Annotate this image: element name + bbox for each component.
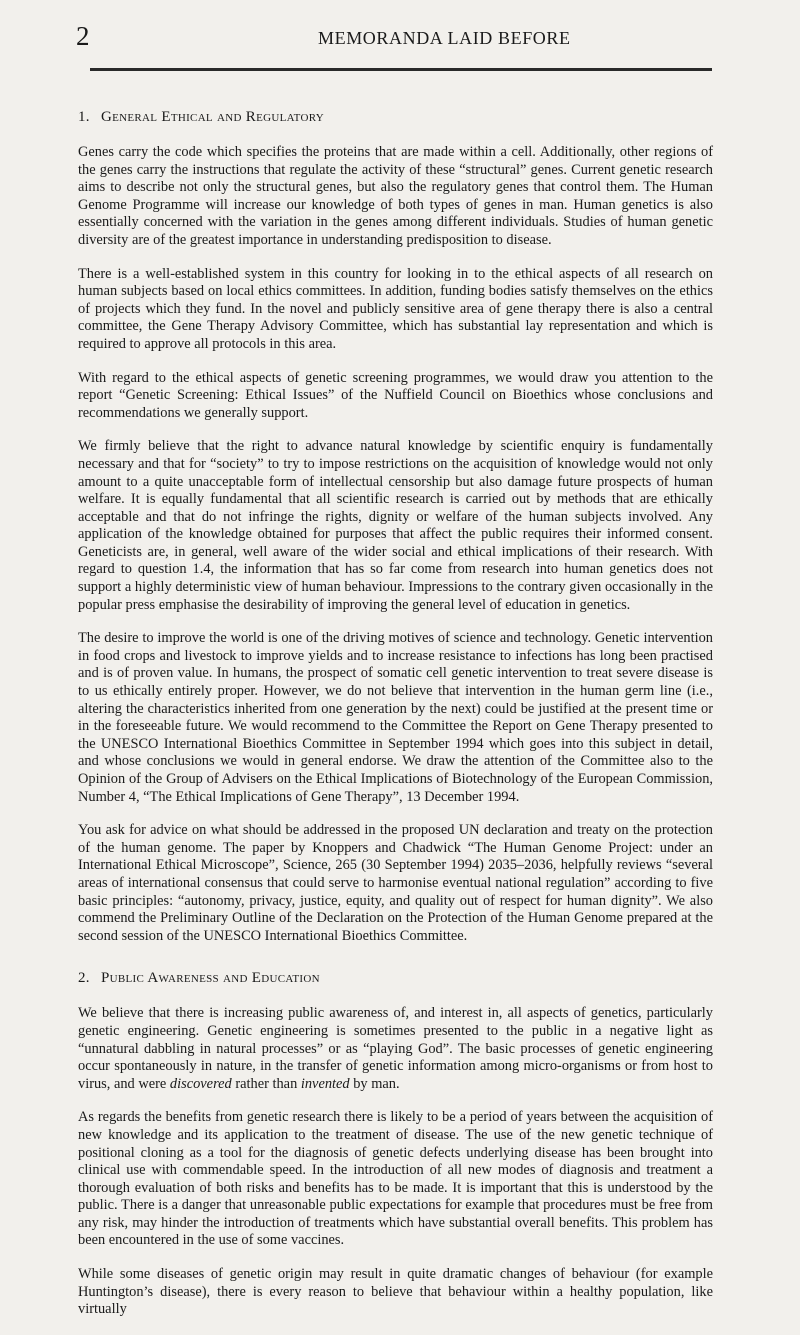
paragraph <box>78 1005 713 1093</box>
emphasis-discovered: discovered <box>169 1075 232 1092</box>
paragraph-text: rather than <box>231 1075 301 1092</box>
section-heading-2 <box>78 969 713 988</box>
page-number: 2 <box>76 21 90 51</box>
section-heading-1 <box>78 108 713 127</box>
document-body <box>78 108 713 1335</box>
paragraph: There is a well-established system in this country for looking in to the ethical aspects of all research on human subjects based on local ethics committees. In addition, funding bodies satisfy themselves on the ethics of projects which they fund. In the novel and publicly sensitive area of gene therapy there is also a central committee, the Gene Therapy Advisory Committee, which has substantial lay representation and which is required to approve all protocols in this area. <box>78 265 713 352</box>
section-title: General Ethical and Regulatory <box>101 109 324 125</box>
emphasis-invented: invented <box>300 1075 350 1092</box>
paragraph: We firmly believe that the right to advance natural knowledge by scientific enquiry is fundamentally necessary and that for “society” to try to impose restrictions on the acquisition of knowledge would not only amount to a quite unacceptable form of intellectual censorship but also damage future prospects of human welfare. It is equally fundamental that all scientific research is carried out by methods that are ethically acceptable and that do not infringe the rights, dignity or welfare of the human subjects involved. Any application of the knowledge obtained for purposes that affect the public requires their informed consent. Geneticists are, in general, well aware of the wider social and ethical implications of their research. With regard to question 1.4, the information that has so far come from research into human genetics does not support a highly deterministic view of human behaviour. Impressions to the contrary given occasionally in the popular press emphasise the desirability of improving the general level of education in genetics. <box>78 438 713 613</box>
paragraph-text: by man. <box>349 1075 400 1092</box>
paragraph: Genes carry the code which specifies the proteins that are made within a cell. Additionally, other regions of the genes carry the instructions that regulate the activity of these “structural” genes. Current genetic research aims to describe not only the structural genes, but also the regulatory genes that control them. The Human Genome Programme will increase our knowledge of both types of genes in man. Human genetics is also essentially concerned with the variation in the genes among different individuals. Studies of human genetic diversity are of the greatest importance in understanding predisposition to disease. <box>78 144 713 248</box>
paragraph-text: We believe that there is increasing public awareness of, and interest in, all aspects of genetics, particularly genetic engineering. Genetic engineering is sometimes presented to the public in a negative light as “unnatural dabbling in natural processes” or as “playing God”. The basic processes of genetic engineering occur spontaneously in nature, in the transfer of genetic information among micro-organisms or from host to virus, and were <box>78 1005 713 1092</box>
paragraph: As regards the benefits from genetic research there is likely to be a period of years between the acquisition of new knowledge and its application to the treatment of disease. The use of the new genetic technique of positional cloning as a tool for the diagnosis of genetic defects underlying disease has been brought into clinical use with commendable speed. In the introduction of all new modes of diagnosis and treatment a thorough evaluation of both risks and benefits has to be made. It is important that this is understood by the public. There is a danger that unreasonable public expectations for example that procedures must be free from any risk, may hinder the introduction of treatments which have substantial overall benefits. This problem has been encountered in the use of some vaccines. <box>78 1109 713 1249</box>
section-title: Public Awareness and Education <box>101 970 320 987</box>
paragraph: With regard to the ethical aspects of genetic screening programmes, we would draw you attention to the report “Genetic Screening: Ethical Issues” of the Nuffield Council on Bioethics whose conclusions and recommendations we generally support. <box>78 369 713 421</box>
section-number: 2. <box>78 970 90 987</box>
page-header <box>0 20 800 60</box>
paragraph: The desire to improve the world is one of the driving motives of science and technology. Genetic intervention in food crops and livestock to improve yields and to increase resistance to infections has long been practised and is of proven value. In humans, the prospect of somatic cell genetic intervention to treat severe disease is to us ethically entirely proper. However, we do not believe that intervention in the human germ line (i.e., altering the characteristics inherited from one generation by the next) could be justified at the present time or in the foreseeable future. We would recommend to the Committee the Report on Gene Therapy presented to the UNESCO International Bioethics Committee in September 1994 which goes into this subject in detail, and whose conclusions we would in general endorse. We draw the attention of the Committee also to the Opinion of the Group of Advisers on the Ethical Implications of Biotechnology of the European Commission, Number 4, “The Ethical Implications of Gene Therapy”, 13 December 1994. <box>78 630 713 805</box>
section-number: 1. <box>78 109 90 125</box>
paragraph: While some diseases of genetic origin may result in quite dramatic changes of behaviour (for example Huntington’s disease), there is every reason to believe that behaviour within a healthy population, like virtually <box>78 1266 713 1318</box>
running-head: MEMORANDA LAID BEFORE <box>318 28 571 48</box>
header-rule <box>90 68 712 71</box>
paragraph: You ask for advice on what should be addressed in the proposed UN declaration and treaty on the protection of the human genome. The paper by Knoppers and Chadwick “The Human Genome Project: under an International Ethical Microscope”, Science, 265 (30 September 1994) 2035–2036, helpfully reviews “several areas of international consensus that could serve to harmonise eventual national regulation” according to five basic principles: “autonomy, privacy, justice, equity, and quality out of respect for human dignity”. We also commend the Preliminary Outline of the Declaration on the Protection of the Human Genome prepared at the second session of the UNESCO International Bioethics Committee. <box>78 822 713 944</box>
